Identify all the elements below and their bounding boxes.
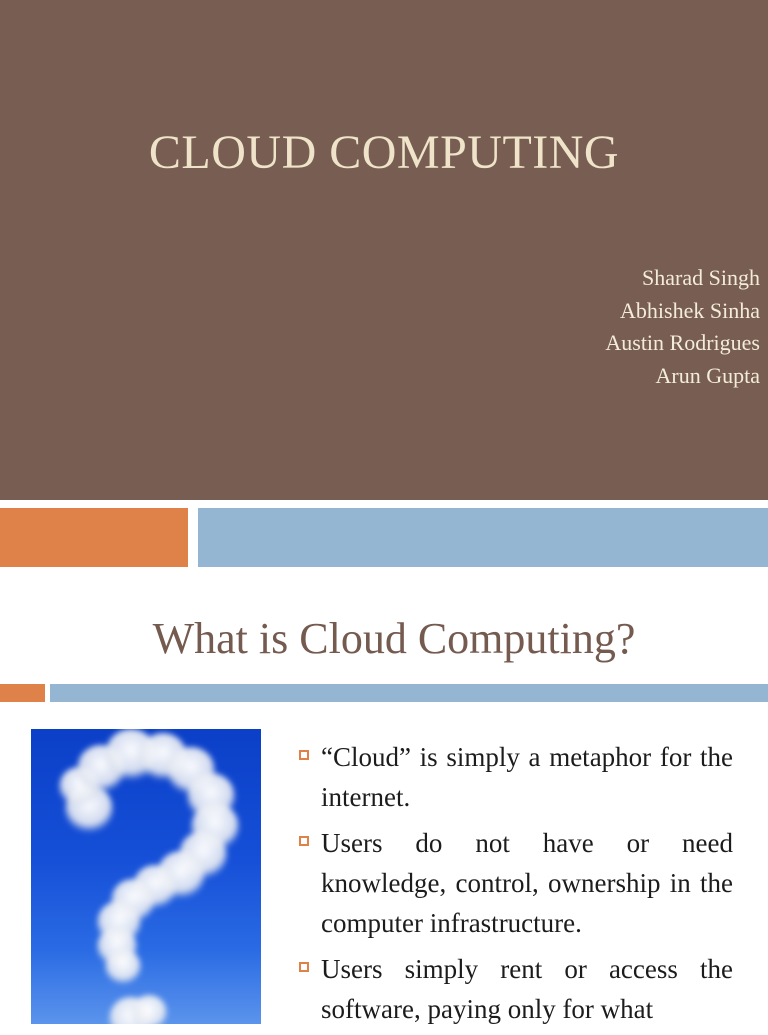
question-mark-cloud-image — [31, 729, 261, 1024]
slide-title: CLOUD COMPUTING — [148, 126, 620, 179]
author-name: Abhishek Sinha — [620, 297, 760, 323]
title-slide — [0, 0, 768, 500]
accent-band-blue — [198, 508, 768, 567]
bullet-item — [297, 949, 733, 1029]
bullet-text: Users do not have or need knowledge, control, ownership in the computer infrastructure. — [321, 828, 733, 938]
author-name: Arun Gupta — [655, 362, 760, 388]
accent-band-orange — [0, 508, 188, 567]
accent-band-blue — [50, 684, 768, 702]
bullet-list — [297, 737, 733, 1035]
author-list — [605, 262, 760, 392]
section-title: What is Cloud Computing? — [152, 614, 636, 663]
square-bullet-icon — [299, 962, 309, 972]
author-name: Sharad Singh — [642, 265, 760, 290]
bullet-item — [297, 737, 733, 817]
bullet-text: “Cloud” is simply a metaphor for the internet. — [321, 742, 733, 812]
author-name: Austin Rodrigues — [605, 330, 760, 355]
bullet-text: Users simply rent or access the software, paying only for what — [321, 954, 733, 1024]
accent-band-orange — [0, 684, 45, 702]
bullet-item — [297, 823, 733, 943]
square-bullet-icon — [299, 836, 309, 846]
square-bullet-icon — [299, 750, 309, 760]
